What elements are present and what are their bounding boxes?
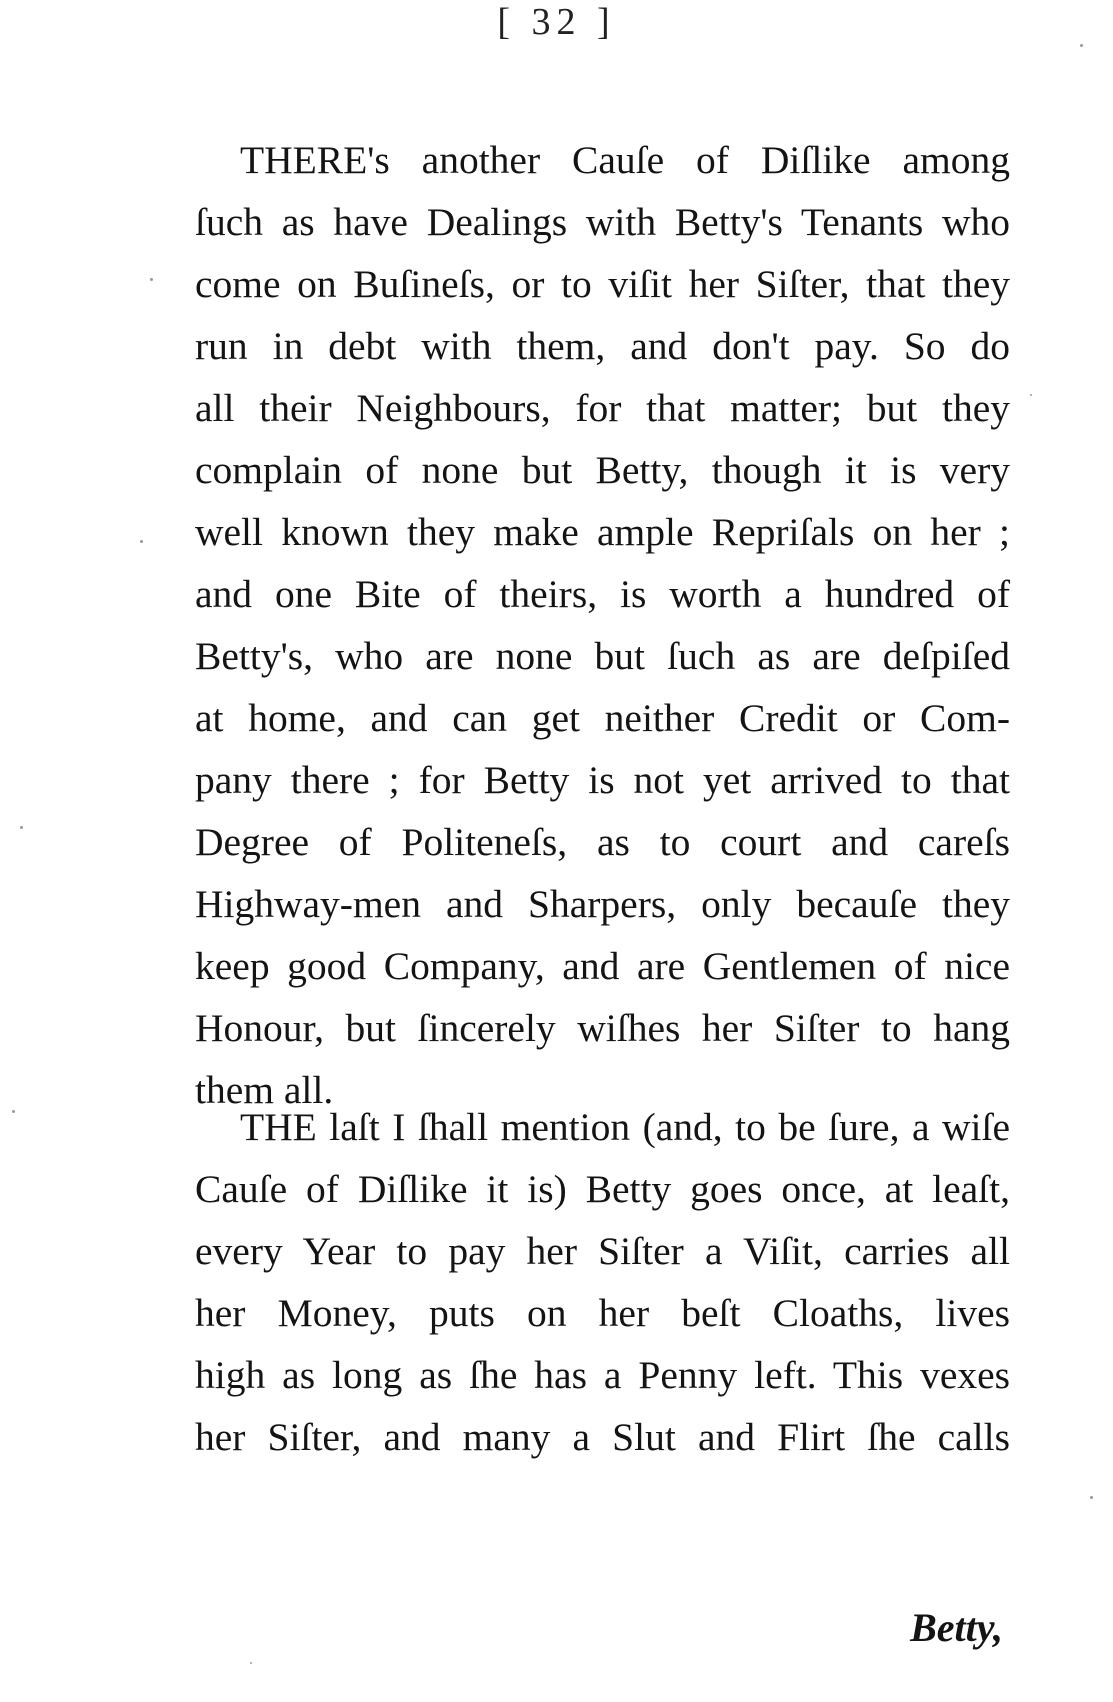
text-line: at home, and can get neither Credit or Com- xyxy=(195,696,1010,740)
text-line: Degree of Politeneſs, as to court and careſs xyxy=(195,820,1010,864)
text-line: her Money, puts on her beſt Cloaths, lives xyxy=(195,1291,1010,1335)
text-line: every Year to pay her Siſter a Viſit, carries all xyxy=(195,1229,1010,1273)
text-line: all their Neighbours, for that matter; but they xyxy=(195,386,1010,430)
text-line: keep good Company, and are Gentlemen of nice xyxy=(195,944,1010,988)
text-line: come on Buſineſs, or to viſit her Siſter, that they xyxy=(195,262,1010,306)
text-line: Highway-men and Sharpers, only becauſe they xyxy=(195,882,1010,926)
text-line: Honour, but ſincerely wiſhes her Siſter to hang xyxy=(195,1006,1010,1050)
text-line: Cauſe of Diſlike it is) Betty goes once, at leaſt, xyxy=(195,1167,1010,1211)
text-line: pany there ; for Betty is not yet arrived to that xyxy=(195,758,1010,802)
text-line: well known they make ample Repriſals on her ; xyxy=(195,510,1010,554)
text-line: complain of none but Betty, though it is very xyxy=(195,448,1010,492)
text-line: and one Bite of theirs, is worth a hundred of xyxy=(195,572,1010,616)
paragraph-2 xyxy=(195,1096,1010,1468)
text-line: them all. xyxy=(195,1068,334,1112)
text-line: run in debt with them, and don't pay. So do xyxy=(195,324,1010,368)
text-line: her Siſter, and many a Slut and Flirt ſhe calls xyxy=(195,1415,1010,1459)
text-line: ſuch as have Dealings with Betty's Tenants who xyxy=(195,200,1010,244)
text-line: high as long as ſhe has a Penny left. This vexes xyxy=(195,1353,1010,1397)
paragraph-1 xyxy=(195,129,1010,1121)
text-line: THERE's another Cauſe of Diſlike among xyxy=(240,138,1010,182)
text-line: Betty's, who are none but ſuch as are deſpiſed xyxy=(195,634,1010,678)
text-line: THE laſt I ſhall mention (and, to be ſure, a wiſe xyxy=(240,1105,1010,1149)
page-number: [ 32 ] xyxy=(497,1,616,43)
catchword: Betty, xyxy=(910,1605,1003,1650)
